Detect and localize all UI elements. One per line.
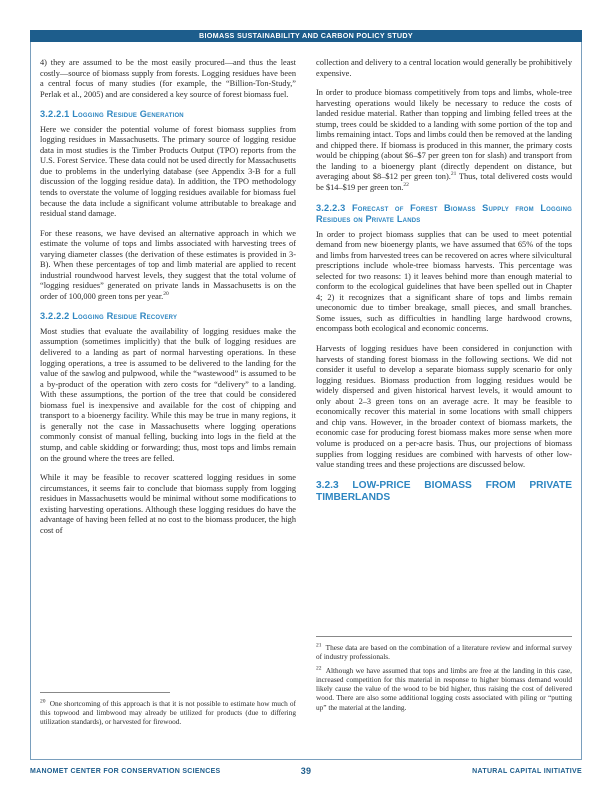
footer-organization: MANOMET CENTER FOR CONSERVATION SCIENCES [30,768,221,775]
paragraph: Harvests of logging residues have been considered in conjunction with harvests of standing forest biomass in the following sections. We did not consider it useful to develop a separate biomass supply scenario for only logging residues. Biomass production from logging residues would be widely dispersed and given historical harvest levels, it would amount to only about 2–3 green tons on an average acre. It may be feasible to economically recover this material in some locations with small chippers and chip vans. However, in the broader context of biomass markets, the economic case for producing forest biomass makes more sense when more volume is produced on a per-acre basis. Thus, our projections of biomass supplies from logging residues are combined with harvests of other low-value standing trees and these projections are discussed below. [316,344,572,470]
footnote-text: These data are based on the combination of a literature review and informal survey of industry professionals. [316,643,572,662]
footnote-number: 21 [316,642,322,649]
paragraph: In order to project biomass supplies that can be used to meet potential demand from new bioenergy plants, we have assumed that 65% of the tops and limbs from harvested trees can be recovered on acres where silvicultural prescriptions include whole-tree biomass harvests. This percentage was selected for two reasons: 1) it leaves behind more than enough material to conform to the ecological guidelines that have been spelled out in Chapter 4; 2) it recognizes that a significant share of tops and limbs remain uneconomic due to timber breakage, small pieces, and small branches. Some issues, such as difficulties in handling large hardwood crowns, encompass both ecological and economic concerns. [316,229,572,334]
page-number: 39 [300,766,312,776]
footnotes-right [316,636,572,717]
section-heading: 3.2.2.2 Logging Residue Recovery [40,311,178,322]
right-column [316,58,572,508]
footnote-text: One shortcoming of this approach is that it is not possible to estimate how much of this topwood and limbwood may already be utilized for products (due to differing utilization standards), or harvested for firewood. [40,699,296,727]
footnote [316,666,572,711]
paragraph: collection and delivery to a central location would generally be prohibitively expensive. [316,58,572,78]
paragraph: Most studies that evaluate the availability of logging residues make the assumption (sometimes implicitly) that the bulk of logging residues are delivered to a landing as part of normal harvesting operations. In these logging operations, a tree is assumed to be delivered to the landing for the value of the sawlog and pulpwood, while the “wastewood” is assumed to be a by-product of the operation with zero costs for “delivery” to a landing. With these assumptions, the portion of the tree that could be considered biomass fuel is inexpensive and available for the cost of chipping and transport to a bioenergy facility. While this may be true in many regions, it is generally not the case in Massachusetts where logging operations commonly consist of manual felling, bucking into logs in the field at the stump, and cable skidding or forwarding; thus, most tops and limbs remain on the ground where the trees are felled. [40,326,296,463]
section-heading: 3.2.2.1 Logging Residue Generation [40,109,184,120]
page-header [0,0,612,42]
paragraph [316,88,572,193]
footnote [316,643,572,661]
footnote-ref[interactable]: 20 [163,291,169,298]
paragraph: While it may be feasible to recover scattered logging residues in some circumstances, it seems fair to conclude that biomass supply from logging residues in Massachusetts would be minimal without some modifications to existing harvesting operations. Although these logging residues do have the advantage of having been felled at no cost to the biomass producer, the high cost of [40,473,296,535]
footnote-divider [316,636,572,637]
section-heading: 3.2.3 LOW-PRICE BIOMASS FROM PRIVATE TIMBERLANDS [316,479,572,503]
footnote-number: 22 [316,665,322,672]
paragraph-text: In order to produce biomass competitively from tops and limbs, whole-tree harvesting operations would likely be necessary to reduce the costs of landed residue material. Rather than topping and limbing felled trees at the stump, trees could be skidded to a landing with some portion of the top and limbs remaining intact. Tops and limbs could then be removed at the landing and chipped there. If biomass is produced in this manner, the primary costs would be chipping (about $6–$7 per green ton for slash) and transport from the landing to a bioenergy plant (directly dependent on distance, but averaging about $8–$12 per green ton). [316,88,572,182]
footnote-number: 20 [40,698,46,705]
footnote-text: Although we have assumed that tops and limbs are free at the landing in this case, increased competition for this material in response to higher biomass demand would likely cause the value of the wood to be bid higher, thus raising the cost of delivered wood. There are also some additional logging costs associated with piling or “putting up” the material at the landing. [316,666,572,712]
paragraph: 4) they are assumed to be the most easily procured—and thus the least costly—source of biomass supply from forests. Logging residues have been a central focus of many studies (for example, the “Billion-Ton-Study,” Perlak et al., 2005) and are considered a key source of forest biomass fuel. [40,58,296,99]
paragraph-text: For these reasons, we have devised an alternative approach in which we estimate the volume of tops and limbs associated with harvesting trees of varying diameter classes (the derivation of these estimates is provided in 3-B). When these percentages of top and limb material are applied to recent industrial roundwood harvest levels, they suggest that the total volume of “logging residues” generated on private lands in Massachusetts is on the order of 100,000 green tons per year. [40,228,296,301]
paragraph: Here we consider the potential volume of forest biomass supplies from logging residues in Massachusetts. The primary source of logging residue data in most studies is the Timber Products Output (TPO) reports from the U.S. Forest Service. These data could not be used directly for Massachusetts due to problems in the underlying database (see Appendix 3-B for a full discussion of the logging residue data). In addition, the TPO methodology tends to overstate the volume of logging residues available for biomass fuel because the data include a significant volume attributable to breakage and residual stand damage. [40,124,296,219]
footnote-ref[interactable]: 22 [403,182,409,189]
section-heading: 3.2.2.3 Forecast of Forest Biomass Supply from Logging Residues on Private Lands [316,202,572,225]
footnote [40,699,296,726]
left-column [40,58,296,545]
footnote-ref[interactable]: 21 [450,171,457,178]
paragraph-text: Thus, total delivered costs would be $14–$19 per green ton. [316,172,572,193]
footnote-divider [40,692,170,693]
footnotes-left [40,692,296,731]
running-title: BIOMASS SUSTAINABILITY AND CARBON POLICY STUDY [30,30,582,42]
footer-initiative: NATURAL CAPITAL INITIATIVE [472,768,582,775]
paragraph [40,229,296,303]
